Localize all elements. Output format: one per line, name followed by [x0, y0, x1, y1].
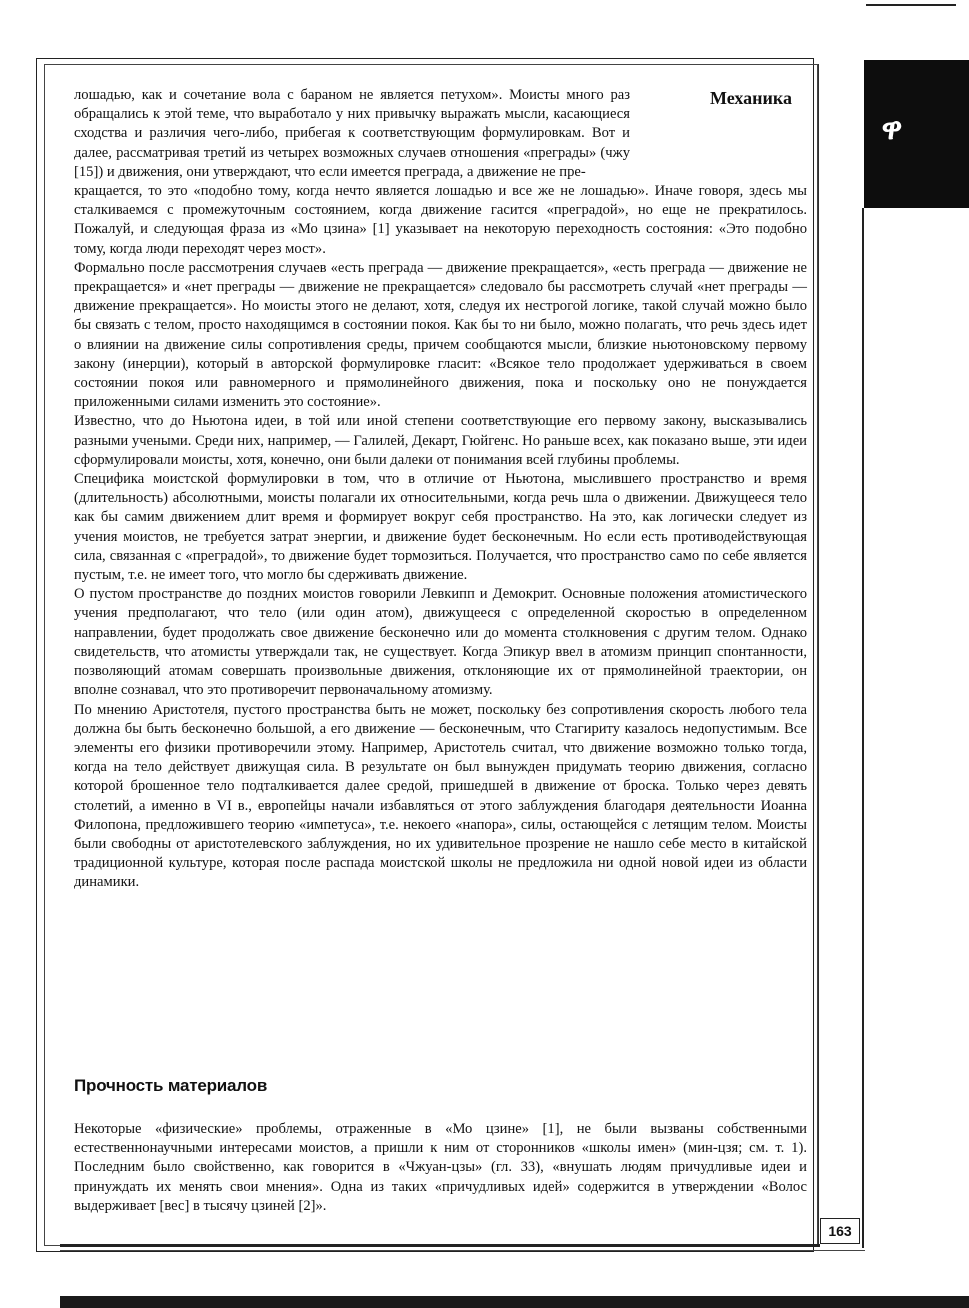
page-number: 163: [820, 1218, 860, 1244]
main-text: [74, 86, 807, 893]
paragraph-1-wide: кращается, то это «подобно тому, когда нечто является лошадью и все же не лошадью». Иначе говоря, здесь мы сталкиваемся с промежуточным состоянием, когда движение гасится «преградой», но еще не прекратилось. Пожалуй, и следующая фраза из «Мо цзина» [1] указывает на некоторую переходность состояния: «Это подобно тому, когда люди переходят через мост».: [74, 183, 807, 257]
paragraph-3: Известно, что до Ньютона идеи, в той или иной степени соответствующие его первому закону, высказывались разными учеными. Среди них, например, — Галилей, Декарт, Гюйгенс. Но раньше всех, как показано выше, эти идеи сформулировали моисты, хотя, конечно, они были далеки от понимания всей глубины проблемы.: [74, 413, 807, 468]
frame-right-rule: [818, 64, 819, 1246]
paragraph-4: Специфика моистской формулировки в том, что в отличие от Ньютона, мыслившего пространство и время (длительность) абсолютными, моисты полагали их относительными, когда речь шла о движении. Движущееся тело как бы самим движением длит время и формирует вокруг себя пространство. На это, как логически следует из учения моистов, не требуется затрат энергии, и движение будет бесконечным. Но если есть противодействующая сила, связанная с «преградой», то движение будет тормозиться. Получается, что пространство само по себе является пустым, т.е. не имеет того, что могло бы сдерживать движение.: [74, 471, 807, 584]
section-title: Механика: [710, 88, 792, 108]
bottom-rule: [60, 1244, 820, 1247]
scan-bottom-band: [60, 1296, 969, 1308]
paragraph-6: По мнению Аристотеля, пустого пространства быть не может, поскольку без сопротивления скорость любого тела должна бы быть бесконечно большой, а его движение — бесконечным, что Стагириту казалось недопустимым. Все элементы его физики противоречили этому. Например, Аристотель считал, что движение возможно только тогда, когда на тело действует движущая сила. В результате он был вынужден придумать теорию движения, согласно которой брошенное тело подталкивается далее средой, пришедшей в движение от броска. Только через девять столетий, а именно в VI в., европейцы начали избавляться от этого заблуждения благодаря деятельности Иоанна Филопона, предложившего теорию «импетуса», т.е. некоего «напора», силы, остающейся с летящим телом. Моисты были свободны от аристотелевского заблуждения, но их удивительное прозрение не нашло себе место в китайской традиционной культуре, которая после распада моистской школы не предложила ни одной новой идеи из области динамики.: [74, 701, 807, 891]
chapter-glyph-icon: ዋ: [881, 113, 903, 146]
paragraph-7: Некоторые «физические» проблемы, отраженные в «Мо цзине» [1], не были вызваны собственными естественнонаучными интересами моистов, а пришли к ним от сторонников «школы имен» (мин-цзя; см. т. 1). Последним было свойственно, как говорится в «Чжуан-цзы» (гл. 33), «внушать людям причудливые идеи и принуждать их менять свои мнения». Одна из таких «причудливых идей» содержится в утверждении «Волос выдерживает [вес] в тысячу цзиней [2]».: [74, 1121, 807, 1214]
top-edge-mark: [866, 4, 956, 6]
paragraph-1-narrow: лошадью, как и сочетание вола с бараном не является петухом». Моисты много раз обращались к этой теме, что выработало у них привычку выражать мысли, касающиеся сходства и различия чего-либо, прибегая к соответствующим формулировкам. Вот и далее, рассматривая третий из четырех возможных случаев отношения «преграды» (чжу [15]) и движения, они утверждают, что если имеется преграда, а движение не пре-: [74, 87, 630, 180]
subsection-title: Прочность материалов: [74, 1076, 268, 1095]
subsection-text: [74, 1120, 807, 1216]
bottom-rule-thin: [60, 1250, 865, 1251]
side-rule: [862, 208, 864, 1248]
paragraph-2: Формально после рассмотрения случаев «есть преграда — движение прекращается», «есть преграда — движение не прекращается» и «нет преграды — движение не прекращается» следовало бы рассмотреть случай «нет преграды — движение прекращается». Но моисты этого не делают, хотя, следуя их нестрогой логике, такой случай можно было бы связать с телом, просто находящимся в состоянии покоя. Как бы то ни было, можно полагать, что речь здесь идет о влиянии на движение силы сопротивления среды, причем сообщаются мысли, близкие ньютоновскому первому закону (инерции), который в авторской формулировке гласит: «Всякое тело продолжает удерживаться в своем состоянии покоя или равномерного и прямолинейного движения, пока и поскольку оно не понуждается приложенными силами изменить это состояние».: [74, 259, 807, 411]
paragraph-5: О пустом пространстве до поздних моистов говорили Левкипп и Демокрит. Основные положения атомистического учения предполагают, что тело (или один атом), движущееся с определенной скоростью в определенном направлении, будет продолжать свое движение бесконечно или до момента столкновения с другим телом. Однако свидетельств, что атомисты утверждали так, не существует. Когда Эпикур ввел в атомизм принцип спонтанности, позволяющий атомам совершать произвольные движения, отклоняющие их от прямолинейной траектории, он вполне сознавал, что это противоречит первоначальному атомизму.: [74, 586, 807, 699]
